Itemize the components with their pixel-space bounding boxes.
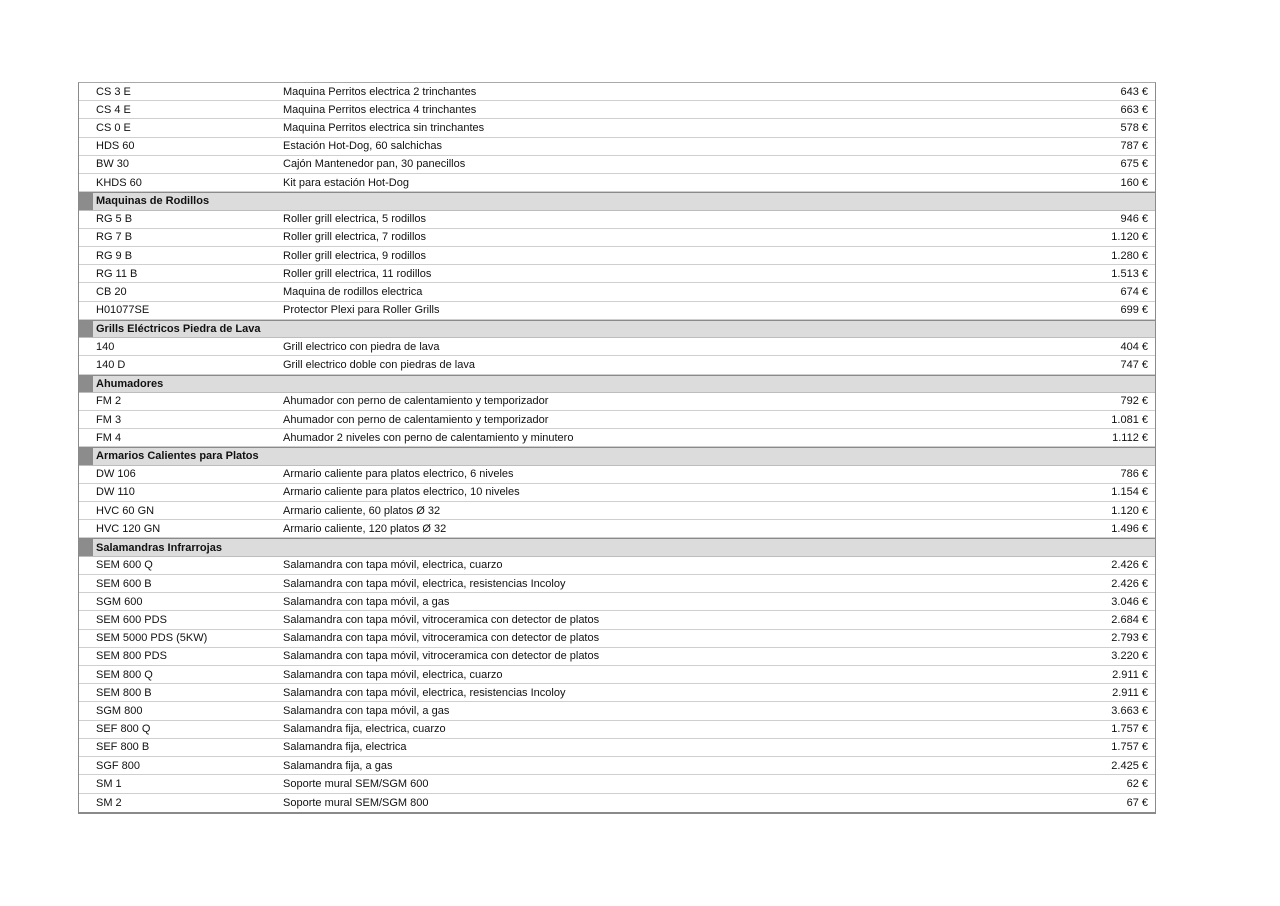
product-price: 663 € — [1120, 103, 1148, 116]
table-row — [79, 247, 1155, 265]
product-price: 160 € — [1120, 176, 1148, 189]
table-row — [79, 429, 1155, 447]
product-description: Cajón Mantenedor pan, 30 panecillos — [283, 158, 466, 171]
table-row — [79, 83, 1155, 101]
category-header — [79, 375, 1155, 393]
product-code: RG 11 B — [96, 267, 138, 280]
product-description: Estación Hot-Dog, 60 salchichas — [283, 140, 442, 153]
product-description: Armario caliente para platos electrico, 6 niveles — [283, 468, 514, 481]
product-code: CS 3 E — [96, 85, 131, 98]
category-label: Armarios Calientes para Platos — [96, 450, 259, 463]
product-description: Salamandra fija, a gas — [283, 759, 393, 772]
product-code: CB 20 — [96, 286, 127, 299]
product-description: Ahumador 2 niveles con perno de calentamiento y minutero — [283, 431, 574, 444]
table-row — [79, 666, 1155, 684]
table-row — [79, 229, 1155, 247]
table-row — [79, 466, 1155, 484]
product-description: Roller grill electrica, 11 rodillos — [283, 267, 432, 280]
product-code: HVC 120 GN — [96, 522, 161, 535]
product-code: SGF 800 — [96, 759, 141, 772]
product-description: Salamandra con tapa móvil, electrica, resistencias Incoloy — [283, 686, 566, 699]
product-price: 2.425 € — [1111, 759, 1148, 772]
product-description: Salamandra con tapa móvil, vitroceramica con detector de platos — [283, 632, 600, 645]
product-description: Salamandra fija, electrica — [283, 741, 407, 754]
category-label: Ahumadores — [96, 377, 164, 390]
product-price: 2.684 € — [1111, 613, 1148, 626]
product-description: Maquina Perritos electrica 4 trinchantes — [283, 103, 477, 116]
product-code: HDS 60 — [96, 140, 135, 153]
product-code: SM 1 — [96, 777, 122, 790]
table-row — [79, 265, 1155, 283]
product-price: 675 € — [1120, 158, 1148, 171]
product-code: SEF 800 B — [96, 741, 150, 754]
product-price: 1.081 € — [1111, 413, 1148, 426]
table-row — [79, 648, 1155, 666]
product-description: Roller grill electrica, 5 rodillos — [283, 213, 427, 226]
category-marker — [79, 376, 93, 392]
product-code: RG 5 B — [96, 213, 133, 226]
product-code: FM 4 — [96, 431, 122, 444]
price-list-table — [78, 82, 1156, 814]
product-price: 2.911 € — [1112, 686, 1148, 699]
product-price: 792 € — [1120, 395, 1148, 408]
category-header — [79, 192, 1155, 210]
table-row — [79, 283, 1155, 301]
category-label: Grills Eléctricos Piedra de Lava — [96, 322, 261, 335]
table-row — [79, 174, 1155, 192]
table-row — [79, 484, 1155, 502]
table-row — [79, 794, 1155, 812]
category-header — [79, 447, 1155, 465]
table-row — [79, 557, 1155, 575]
table-row — [79, 721, 1155, 739]
product-description: Salamandra con tapa móvil, a gas — [283, 595, 450, 608]
product-code: FM 2 — [96, 395, 122, 408]
product-price: 1.757 € — [1111, 723, 1148, 736]
table-row — [79, 393, 1155, 411]
product-description: Salamandra con tapa móvil, vitroceramica con detector de platos — [283, 613, 600, 626]
category-label: Salamandras Infrarrojas — [96, 541, 222, 554]
category-header — [79, 320, 1155, 338]
table-row — [79, 156, 1155, 174]
table-row — [79, 739, 1155, 757]
table-row — [79, 411, 1155, 429]
product-code: DW 106 — [96, 468, 136, 481]
product-code: DW 110 — [96, 486, 135, 499]
product-price: 404 € — [1120, 340, 1148, 353]
product-description: Roller grill electrica, 9 rodillos — [283, 249, 427, 262]
table-row — [79, 593, 1155, 611]
product-description: Grill electrico con piedra de lava — [283, 340, 440, 353]
product-code: SM 2 — [96, 796, 122, 809]
product-code: CS 4 E — [96, 103, 131, 116]
product-price: 643 € — [1120, 85, 1148, 98]
product-description: Salamandra con tapa móvil, vitroceramica con detector de platos — [283, 650, 600, 663]
product-code: SEM 600 PDS — [96, 613, 167, 626]
table-row — [79, 502, 1155, 520]
product-description: Salamandra fija, electrica, cuarzo — [283, 723, 446, 736]
product-code: FM 3 — [96, 413, 122, 426]
product-description: Roller grill electrica, 7 rodillos — [283, 231, 427, 244]
table-row — [79, 338, 1155, 356]
product-price: 787 € — [1120, 140, 1148, 153]
product-code: SEM 800 PDS — [96, 650, 167, 663]
category-header — [79, 538, 1155, 556]
product-price: 699 € — [1120, 304, 1148, 317]
product-code: SEM 800 B — [96, 686, 152, 699]
category-marker — [79, 448, 93, 464]
product-price: 2.911 € — [1112, 668, 1148, 681]
product-price: 747 € — [1120, 358, 1148, 371]
product-description: Protector Plexi para Roller Grills — [283, 304, 440, 317]
product-code: SEF 800 Q — [96, 723, 151, 736]
product-description: Soporte mural SEM/SGM 800 — [283, 796, 429, 809]
product-price: 2.426 € — [1111, 577, 1148, 590]
product-code: CS 0 E — [96, 122, 131, 135]
product-price: 62 € — [1126, 777, 1148, 790]
product-code: SEM 5000 PDS (5KW) — [96, 632, 208, 645]
product-price: 1.154 € — [1111, 486, 1148, 499]
table-row — [79, 684, 1155, 702]
table-row — [79, 211, 1155, 229]
category-marker — [79, 539, 93, 555]
product-code: 140 — [96, 340, 115, 353]
product-price: 67 € — [1126, 796, 1148, 809]
table-row — [79, 575, 1155, 593]
product-code: RG 9 B — [96, 249, 133, 262]
product-description: Soporte mural SEM/SGM 600 — [283, 777, 429, 790]
product-description: Ahumador con perno de calentamiento y temporizador — [283, 395, 549, 408]
product-description: Maquina Perritos electrica 2 trinchantes — [283, 85, 477, 98]
table-row — [79, 356, 1155, 374]
product-code: SGM 600 — [96, 595, 143, 608]
table-row — [79, 138, 1155, 156]
product-description: Kit para estación Hot-Dog — [283, 176, 409, 189]
product-code: SEM 600 Q — [96, 559, 153, 572]
product-description: Salamandra con tapa móvil, electrica, resistencias Incoloy — [283, 577, 566, 590]
product-price: 674 € — [1120, 286, 1148, 299]
table-row — [79, 302, 1155, 320]
product-code: H01077SE — [96, 304, 150, 317]
table-row — [79, 520, 1155, 538]
table-row — [79, 775, 1155, 793]
table-row — [79, 611, 1155, 629]
product-price: 1.120 € — [1111, 231, 1148, 244]
product-price: 2.793 € — [1111, 632, 1148, 645]
product-description: Salamandra con tapa móvil, a gas — [283, 705, 450, 718]
product-price: 1.496 € — [1111, 522, 1148, 535]
product-price: 1.112 € — [1112, 431, 1148, 444]
product-price: 1.120 € — [1111, 504, 1148, 517]
table-row — [79, 702, 1155, 720]
product-price: 3.663 € — [1111, 705, 1148, 718]
product-price: 3.220 € — [1111, 650, 1148, 663]
product-price: 946 € — [1120, 213, 1148, 226]
product-price: 786 € — [1120, 468, 1148, 481]
product-description: Ahumador con perno de calentamiento y temporizador — [283, 413, 549, 426]
product-code: BW 30 — [96, 158, 130, 171]
product-description: Armario caliente, 120 platos Ø 32 — [283, 522, 447, 535]
category-label: Maquinas de Rodillos — [96, 195, 210, 208]
product-price: 2.426 € — [1111, 559, 1148, 572]
product-description: Salamandra con tapa móvil, electrica, cuarzo — [283, 559, 503, 572]
table-row — [79, 630, 1155, 648]
product-description: Armario caliente para platos electrico, 10 niveles — [283, 486, 520, 499]
product-price: 3.046 € — [1111, 595, 1148, 608]
product-price: 1.280 € — [1111, 249, 1148, 262]
product-description: Maquina Perritos electrica sin trinchantes — [283, 122, 485, 135]
product-code: 140 D — [96, 358, 126, 371]
product-price: 1.513 € — [1111, 267, 1148, 280]
product-code: SEM 600 B — [96, 577, 152, 590]
product-description: Armario caliente, 60 platos Ø 32 — [283, 504, 441, 517]
category-marker — [79, 321, 93, 337]
product-code: HVC 60 GN — [96, 504, 155, 517]
product-code: SGM 800 — [96, 705, 143, 718]
product-description: Maquina de rodillos electrica — [283, 286, 423, 299]
table-row — [79, 757, 1155, 775]
product-description: Grill electrico doble con piedras de lava — [283, 358, 475, 371]
product-price: 1.757 € — [1111, 741, 1148, 754]
product-description: Salamandra con tapa móvil, electrica, cuarzo — [283, 668, 503, 681]
table-row — [79, 101, 1155, 119]
product-code: RG 7 B — [96, 231, 133, 244]
product-code: KHDS 60 — [96, 176, 142, 189]
table-row — [79, 119, 1155, 137]
product-code: SEM 800 Q — [96, 668, 153, 681]
category-marker — [79, 193, 93, 209]
product-price: 578 € — [1120, 122, 1148, 135]
